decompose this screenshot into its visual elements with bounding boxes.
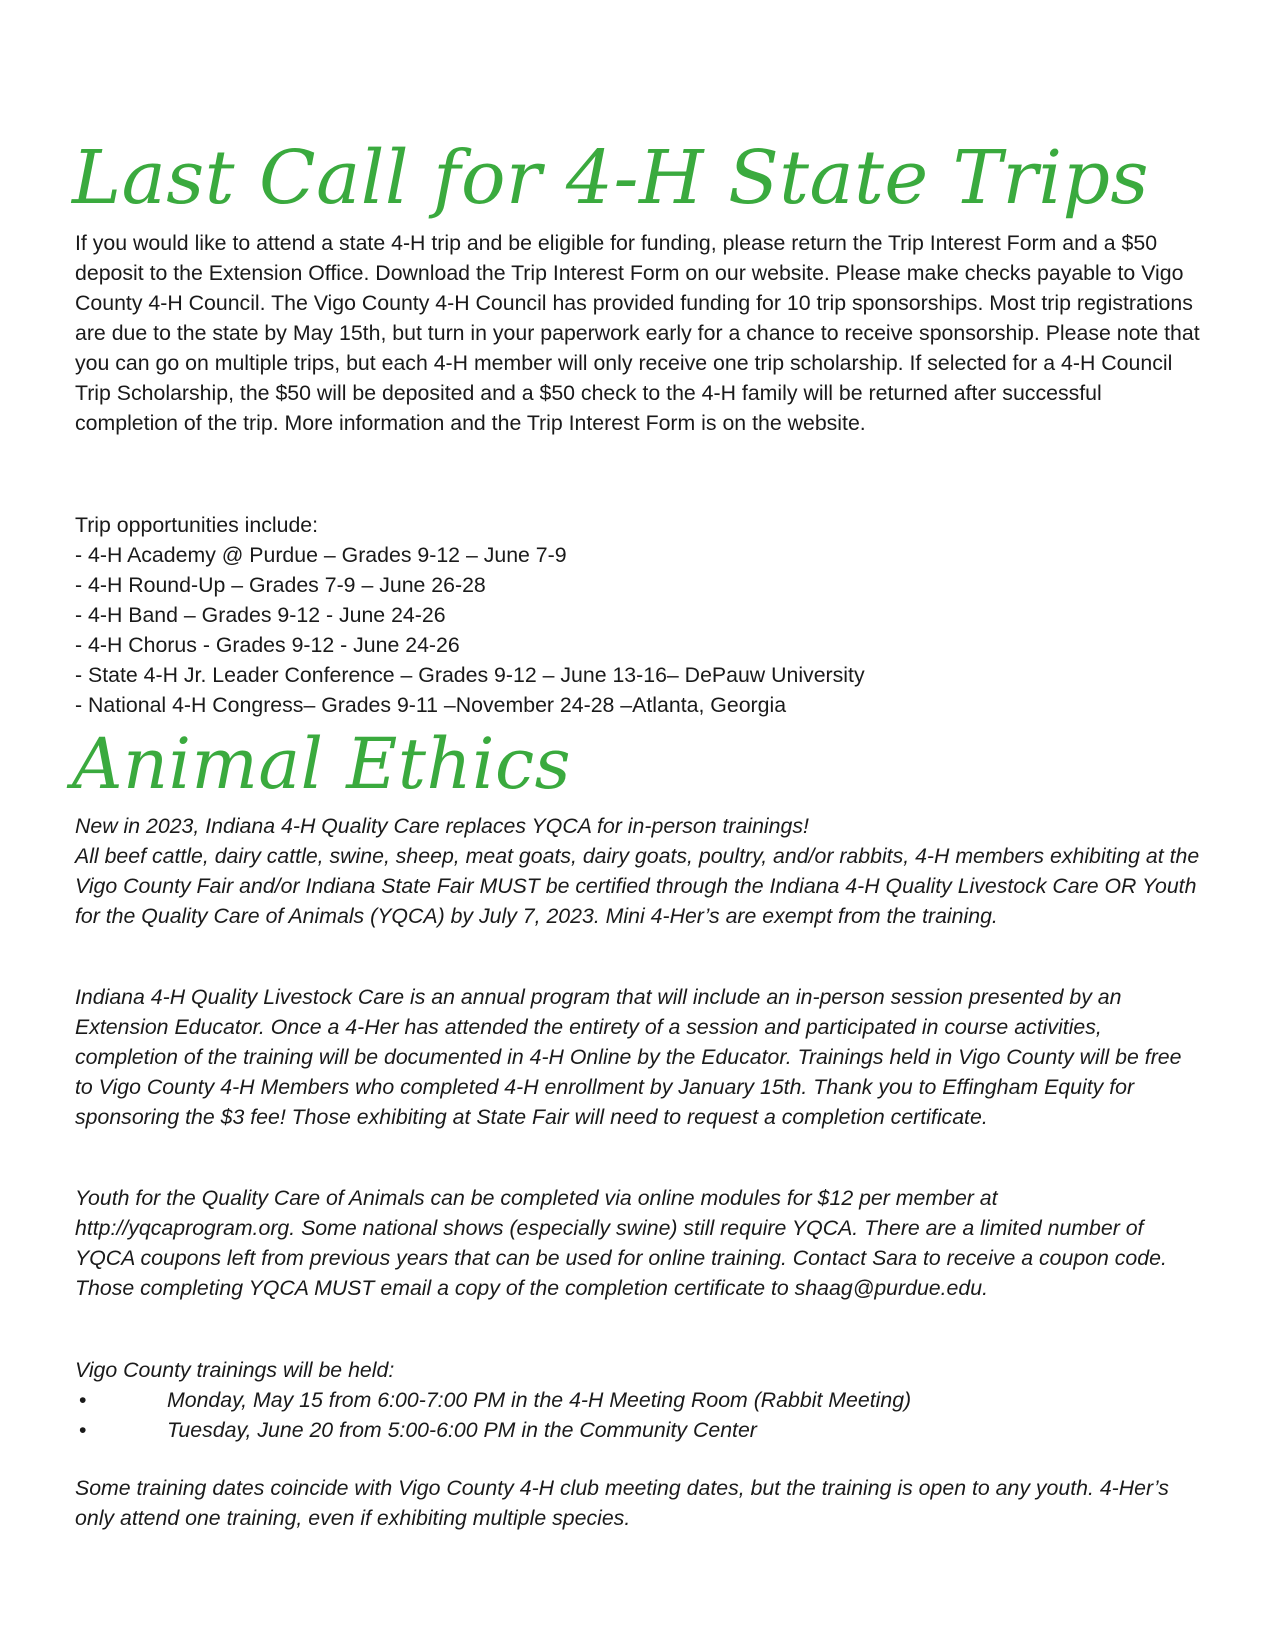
trip-list bbox=[75, 540, 865, 720]
bullet-icon: • bbox=[79, 1418, 87, 1442]
list-item: - 4-H Academy @ Purdue – Grades 9-12 – June 7-9 bbox=[75, 543, 567, 567]
list-item: - 4-H Chorus - Grades 9-12 - June 24-26 bbox=[75, 633, 460, 657]
training-text: Monday, May 15 from 6:00-7:00 PM in the 4-H Meeting Room (Rabbit Meeting) bbox=[167, 1388, 912, 1412]
list-item: - 4-H Band – Grades 9-12 - June 24-26 bbox=[75, 603, 446, 627]
training-text: Tuesday, June 20 from 5:00-6:00 PM in the Community Center bbox=[167, 1418, 757, 1442]
animal-ethics-para-2: Indiana 4-H Quality Livestock Care is an annual program that will include an in-person session presented by an Extension Educator. Once a 4-Her has attended the entirety of a session and participated in course activities, completion of the training will be documented in 4-H Online by the Educator. Trainings held in Vigo County will be free to Vigo County 4-H Members who completed 4-H enrollment by January 15th. Thank you to Effingham Equity for sponsoring the $3 fee! Those exhibiting at State Fair will need to request a completion certificate. bbox=[75, 985, 1182, 1129]
list-item bbox=[75, 1415, 911, 1445]
animal-ethics-heading: Animal Ethics bbox=[72, 723, 572, 805]
list-item: - State 4-H Jr. Leader Conference – Grades 9-12 – June 13-16– DePauw University bbox=[75, 663, 865, 687]
animal-ethics-para-1: All beef cattle, dairy cattle, swine, sheep, meat goats, dairy goats, poultry, and/or rabbits, 4-H members exhibiting at the Vigo County Fair and/or Indiana State Fair MUST be certified through the Indiana 4-H Quality Livestock Care OR Youth for the Quality Care of Animals (YQCA) by July 7, 2023. Mini 4-Her’s are exempt from the training. bbox=[75, 844, 1200, 928]
list-item: - 4-H Round-Up – Grades 7-9 – June 26-28 bbox=[75, 573, 486, 597]
trips-heading: Last Call for 4-H State Trips bbox=[72, 135, 1149, 221]
animal-ethics-intro: New in 2023, Indiana 4-H Quality Care replaces YQCA for in-person trainings! bbox=[75, 814, 809, 838]
trips-body: If you would like to attend a state 4-H trip and be eligible for funding, please return the Trip Interest Form and a $50 deposit to the Extension Office. Download the Trip Interest Form on our website. Please make checks payable to Vigo County 4-H Council. The Vigo County 4-H Council has provided funding for 10 trip sponsorships. Most trip registrations are due to the state by May 15th, but turn in your paperwork early for a chance to receive sponsorship. Please note that you can go on multiple trips, but each 4-H member will only receive one trip scholarship. If selected for a 4-H Council Trip Scholarship, the $50 will be deposited and a $50 check to the 4-H family will be returned after successful completion of the trip. More information and the Trip Interest Form is on the website. bbox=[75, 231, 1200, 435]
trips-intro: Trip opportunities include: bbox=[75, 513, 319, 537]
trainings-list bbox=[75, 1385, 911, 1445]
animal-ethics-para-3: Youth for the Quality Care of Animals can be completed via online modules for $12 per member at http://yqcaprogram.org. Some national shows (especially swine) still require YQCA. There are a limited number of YQCA coupons left from previous years that can be used for online training. Contact Sara to receive a coupon code. Those completing YQCA MUST email a copy of the completion certificate to shaag@purdue.edu. bbox=[75, 1186, 1167, 1300]
list-item bbox=[75, 1385, 911, 1415]
closing-note: Some training dates coincide with Vigo County 4-H club meeting dates, but the training is open to any youth. 4-Her’s only attend one training, even if exhibiting multiple species. bbox=[75, 1476, 1169, 1530]
bullet-icon: • bbox=[79, 1388, 87, 1412]
list-item: - National 4-H Congress– Grades 9-11 –November 24-28 –Atlanta, Georgia bbox=[75, 693, 787, 717]
trainings-intro: Vigo County trainings will be held: bbox=[75, 1358, 395, 1382]
